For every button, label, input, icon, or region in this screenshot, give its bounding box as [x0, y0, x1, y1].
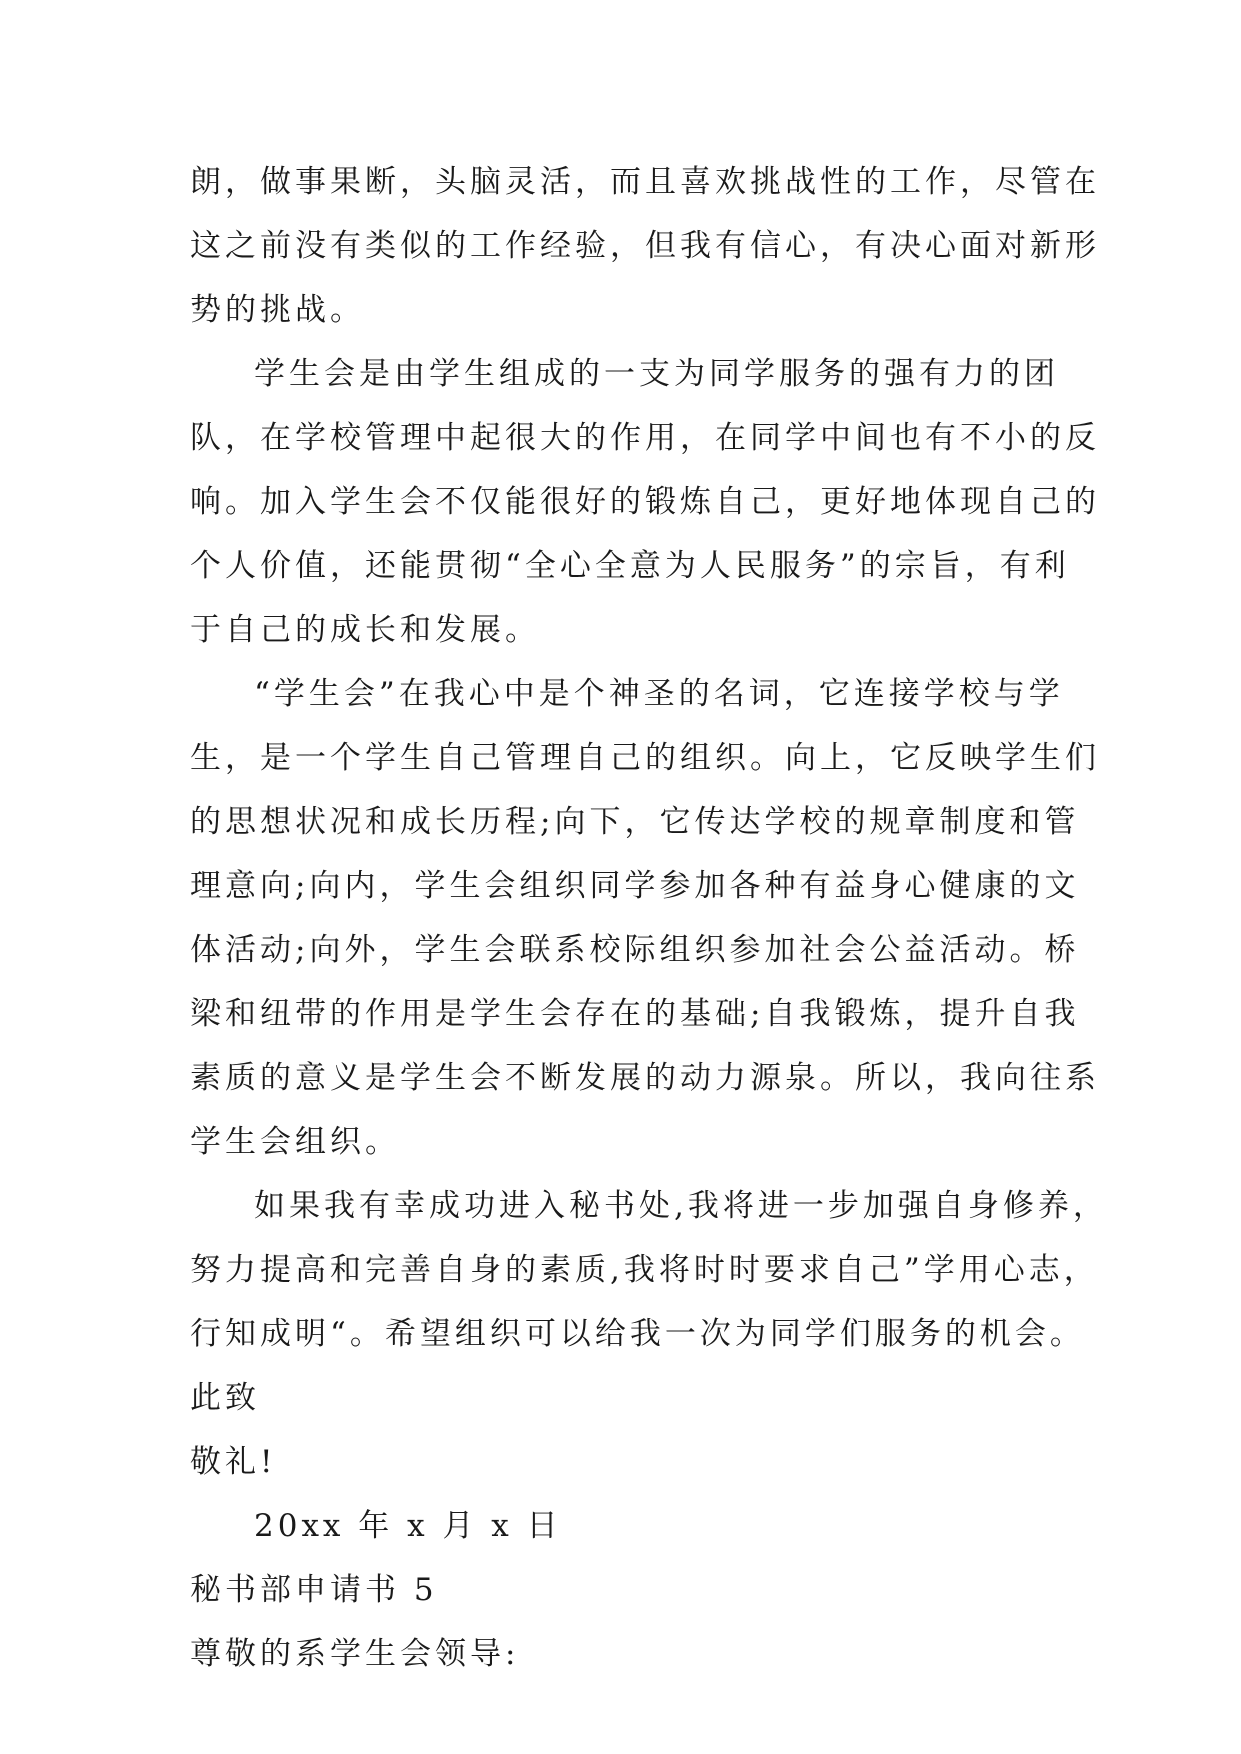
body-line: 学生会组织。 — [190, 1124, 400, 1160]
greeting-line: 尊敬的系学生会领导: — [190, 1636, 520, 1672]
body-line: 努力提高和完善自身的素质,我将时时要求自己”学用心志， — [190, 1252, 1099, 1288]
body-line: 生，是一个学生自己管理自己的组织。向上，它反映学生们 — [190, 740, 1100, 776]
body-line: 队，在学校管理中起很大的作用，在同学中间也有不小的反 — [190, 420, 1100, 456]
body-line: 素质的意义是学生会不断发展的动力源泉。所以，我向往系 — [190, 1060, 1100, 1096]
paragraph-start-line: 如果我有幸成功进入秘书处,我将进一步加强自身修养， — [254, 1188, 1108, 1224]
salutation-line: 敬礼! — [190, 1444, 277, 1480]
body-line: 理意向;向内，学生会组织同学参加各种有益身心健康的文 — [190, 868, 1080, 904]
body-line: 梁和纽带的作用是学生会存在的基础;自我锻炼，提升自我 — [190, 996, 1080, 1032]
closing-line: 此致 — [190, 1380, 260, 1416]
body-line: 于自己的成长和发展。 — [190, 612, 540, 648]
section-title: 秘书部申请书 5 — [190, 1572, 438, 1608]
document-page — [190, 150, 1108, 1686]
paragraph-start-line: 学生会是由学生组成的一支为同学服务的强有力的团 — [254, 356, 1059, 392]
body-line: 这之前没有类似的工作经验，但我有信心，有决心面对新形 — [190, 228, 1100, 264]
body-line: 朗，做事果断，头脑灵活，而且喜欢挑战性的工作，尽管在 — [190, 164, 1100, 200]
body-line: 体活动;向外，学生会联系校际组织参加社会公益活动。桥 — [190, 932, 1080, 968]
body-line: 势的挑战。 — [190, 292, 365, 328]
body-line: 行知成明“。希望组织可以给我一次为同学们服务的机会。 — [190, 1316, 1085, 1352]
body-line: 的思想状况和成长历程;向下，它传达学校的规章制度和管 — [190, 804, 1080, 840]
date-line: 20xx 年 x 月 x 日 — [254, 1508, 562, 1544]
body-line: 响。加入学生会不仅能很好的锻炼自己，更好地体现自己的 — [190, 484, 1100, 520]
body-line: 个人价值，还能贯彻“全心全意为人民服务”的宗旨，有利 — [190, 548, 1070, 584]
paragraph-start-line: “学生会”在我心中是个神圣的名词，它连接学校与学 — [254, 676, 1064, 712]
